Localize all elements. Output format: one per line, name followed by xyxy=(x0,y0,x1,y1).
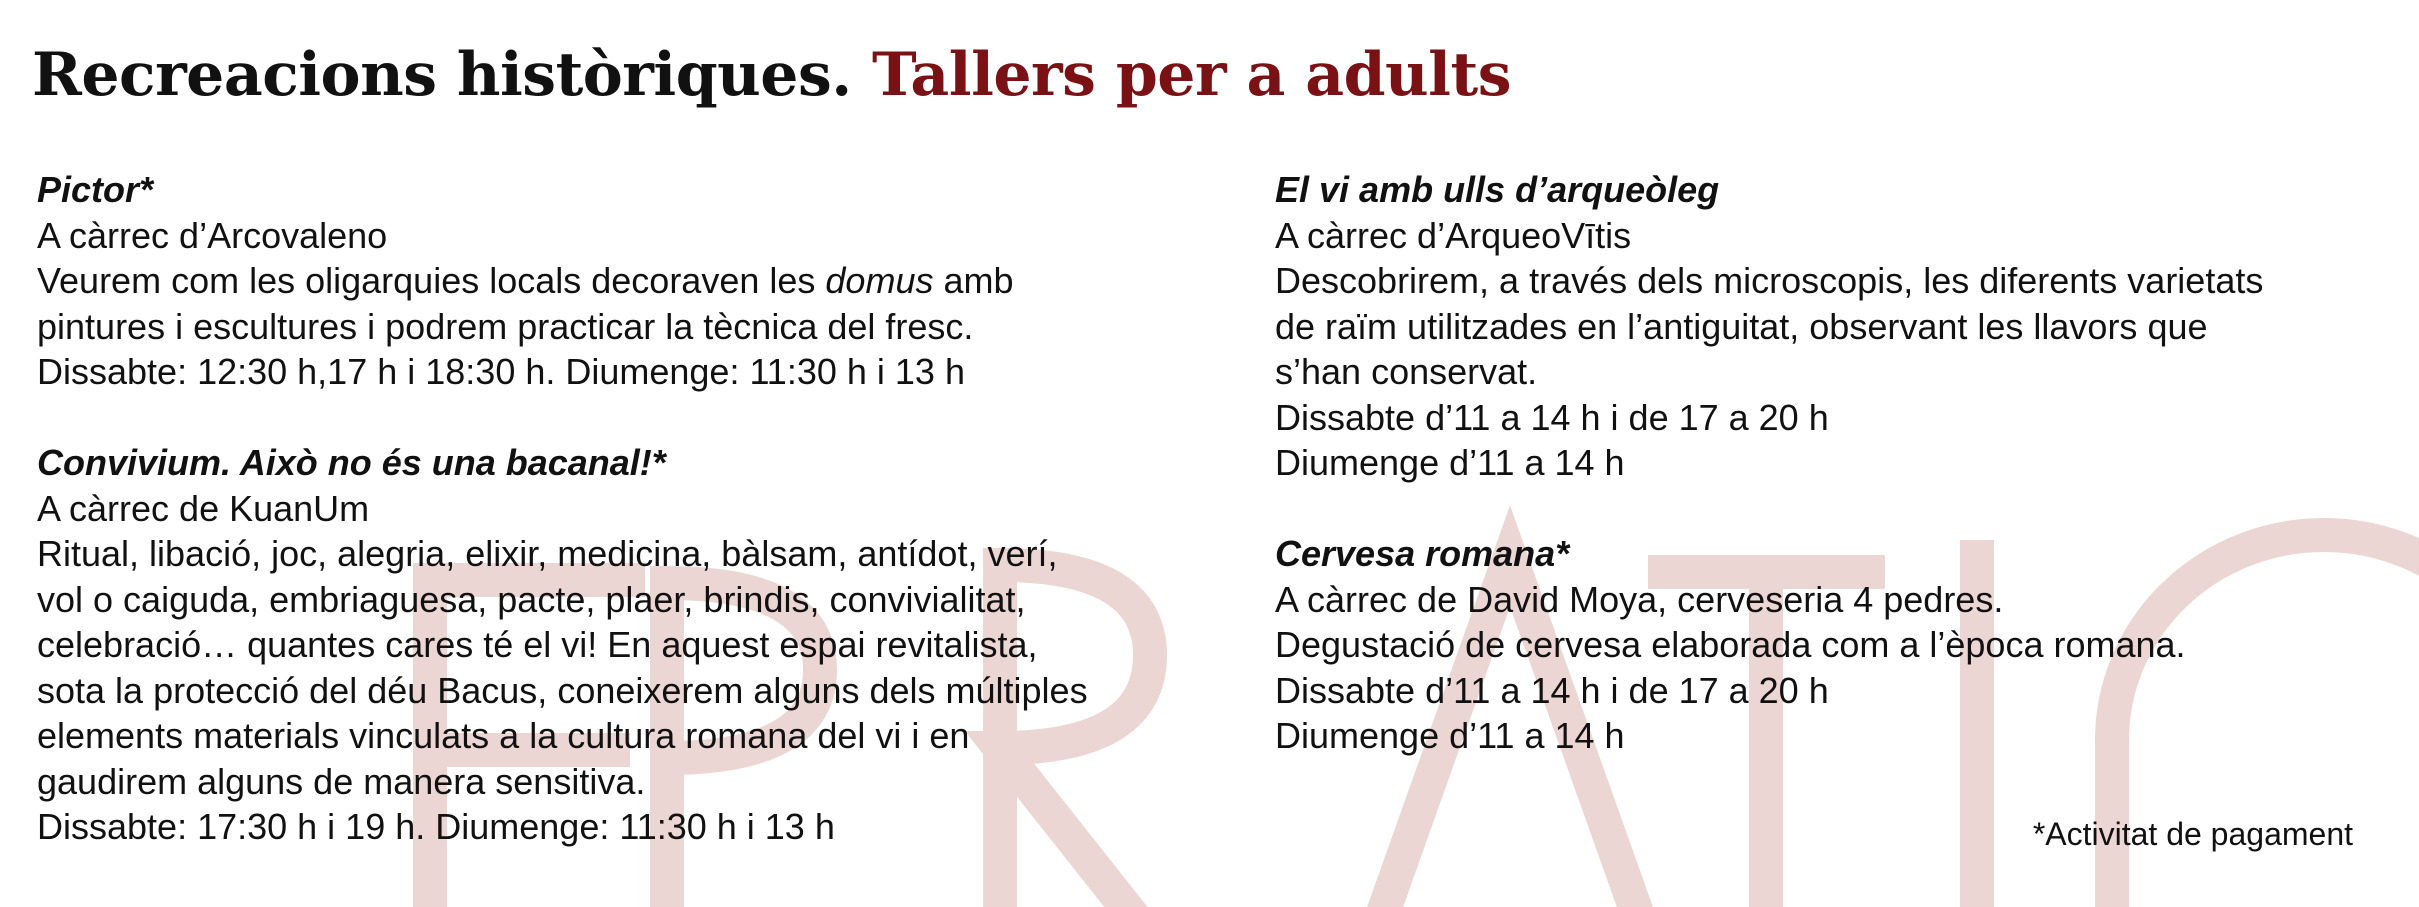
workshop-pictor xyxy=(37,167,1237,395)
workshop-schedule-saturday: Dissabte d’11 a 14 h i de 17 a 20 h xyxy=(1275,396,1829,438)
workshop-schedule: Dissabte: 12:30 h,17 h i 18:30 h. Diumenge: 11:30 h i 13 h xyxy=(37,351,965,392)
page-title-accent: Tallers per a adults xyxy=(872,40,1511,110)
description-text: amb xyxy=(933,260,1014,301)
workshop-description-line: de raïm utilitzades en l’antiguitat, observant les llavors que xyxy=(1275,305,2208,347)
workshop-description-line: gaudirem alguns de manera sensitiva. xyxy=(37,760,646,802)
page-title-separator: . xyxy=(831,40,873,110)
workshop-description-line: Descobrirem, a través dels microscopis, les diferents varietats xyxy=(1275,260,2264,301)
workshop-description-line: vol o caiguda, embriaguesa, pacte, plaer, brindis, convivialitat, xyxy=(37,578,1026,620)
workshop-description-line: pintures i escultures i podrem practicar la tècnica del fresc. xyxy=(37,305,974,347)
workshop-description-line: celebració… quantes cares té el vi! En aquest espai revitalista, xyxy=(37,624,1038,665)
workshop-schedule: Dissabte: 17:30 h i 19 h. Diumenge: 11:30 h i 13 h xyxy=(37,806,835,847)
workshop-description-line: s’han conservat. xyxy=(1275,351,1538,392)
workshop-title: El vi amb ulls d’arqueòleg xyxy=(1275,169,1720,210)
description-emphasis: domus xyxy=(825,260,934,301)
workshop-title: Pictor* xyxy=(37,169,154,210)
left-column xyxy=(37,167,1237,850)
workshop-title: Cervesa romana* xyxy=(1275,533,1570,574)
workshop-host: A càrrec d’Arcovaleno xyxy=(37,214,388,256)
workshop-convivium xyxy=(37,440,1237,850)
workshop-host: A càrrec de KuanUm xyxy=(37,487,370,529)
right-column xyxy=(1275,167,2400,759)
workshop-schedule-saturday: Dissabte d’11 a 14 h i de 17 a 20 h xyxy=(1275,669,1829,711)
description-text: Veurem com les oligarquies locals decoraven les xyxy=(37,260,826,301)
workshop-schedule-sunday: Diumenge d’11 a 14 h xyxy=(1275,715,1625,756)
workshop-host: A càrrec de David Moya, cerveseria 4 pedres. xyxy=(1275,578,2004,620)
workshop-vi-arqueoleg xyxy=(1275,167,2400,486)
workshop-cervesa-romana xyxy=(1275,531,2400,759)
workshop-host: A càrrec d’ArqueoVītis xyxy=(1275,214,1632,256)
workshop-description-line: elements materials vinculats a la cultura romana del vi i en xyxy=(37,715,970,756)
workshop-title: Convivium. Això no és una bacanal!* xyxy=(37,442,666,483)
workshop-schedule-sunday: Diumenge d’11 a 14 h xyxy=(1275,442,1625,483)
page-title-main: Recreacions històriques xyxy=(32,40,832,110)
workshop-description-line: Ritual, libació, joc, alegria, elixir, medicina, bàlsam, antídot, verí, xyxy=(37,533,1058,574)
workshop-description-line xyxy=(37,258,1237,304)
page-title xyxy=(32,30,1511,120)
paid-activity-footnote: *Activitat de pagament xyxy=(2032,816,2353,852)
workshop-description-line: sota la protecció del déu Bacus, coneixerem alguns dels múltiples xyxy=(37,669,1088,711)
workshop-description-line: Degustació de cervesa elaborada com a l’època romana. xyxy=(1275,624,2186,665)
